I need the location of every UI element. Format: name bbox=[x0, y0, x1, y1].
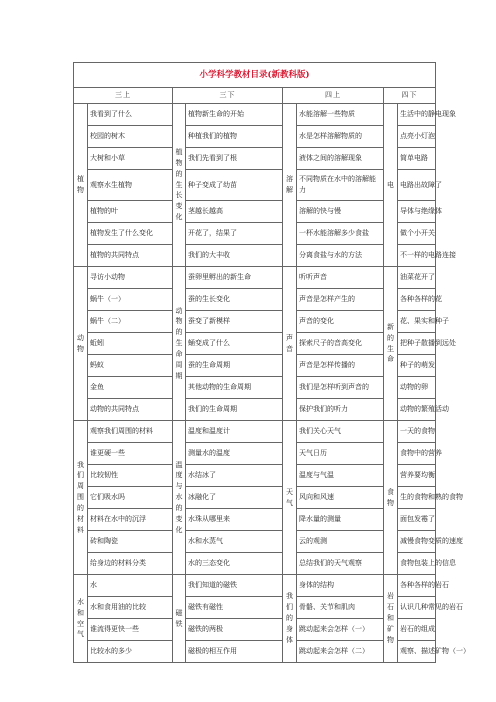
lesson-cell: 一天的食物 bbox=[398, 421, 436, 443]
lesson-row bbox=[74, 223, 436, 245]
lesson-cell: 其他动物的生命周期 bbox=[186, 377, 283, 399]
lesson-cell: 种植我们的植物 bbox=[186, 126, 283, 148]
catalog-table bbox=[73, 62, 470, 663]
lesson-cell: 简单电路 bbox=[398, 148, 436, 170]
lesson-row bbox=[74, 443, 436, 465]
lesson-cell: 蜗牛（二） bbox=[88, 311, 173, 333]
lesson-cell: 冰融化了 bbox=[186, 487, 283, 509]
lesson-cell: 不同物质在水中的溶解能力 bbox=[297, 170, 384, 201]
lesson-cell: 植物发生了什么变化 bbox=[88, 223, 173, 245]
unit-name-cell: 岩石和矿物 bbox=[384, 575, 398, 663]
unit-name-cell: 我们周围的材料 bbox=[74, 421, 88, 575]
lesson-cell: 声音是怎样传播的 bbox=[297, 355, 384, 377]
lesson-row bbox=[74, 311, 436, 333]
lesson-cell: 给身边的材料分类 bbox=[88, 553, 173, 575]
lesson-cell: 生活中的静电现象 bbox=[398, 104, 436, 126]
lesson-row bbox=[74, 553, 436, 575]
lesson-cell: 营养要均衡 bbox=[398, 465, 436, 487]
lesson-cell: 动物的卵 bbox=[398, 377, 436, 399]
lesson-cell: 水珠从哪里来 bbox=[186, 509, 283, 531]
lesson-row bbox=[74, 355, 436, 377]
lesson-cell: 比较水的多少 bbox=[88, 641, 173, 663]
lesson-cell: 水和食用油的比较 bbox=[88, 597, 173, 619]
lesson-cell: 我们的生命周期 bbox=[186, 399, 283, 421]
lesson-cell: 它们吸水吗 bbox=[88, 487, 173, 509]
lesson-cell: 磁铁的两极 bbox=[186, 619, 283, 641]
lesson-cell: 导体与绝缘体 bbox=[398, 201, 436, 223]
lesson-cell: 蚕的生长变化 bbox=[186, 289, 283, 311]
unit-name-cell: 磁铁 bbox=[173, 575, 186, 663]
lesson-row bbox=[74, 575, 436, 597]
lesson-cell: 蛹变成了什么 bbox=[186, 333, 283, 355]
lesson-cell: 谁更硬一些 bbox=[88, 443, 173, 465]
lesson-cell: 天气日历 bbox=[297, 443, 384, 465]
lesson-cell: 保护我们的听力 bbox=[297, 399, 384, 421]
lesson-cell: 花、果实和种子 bbox=[398, 311, 436, 333]
column-header-grade-3-spring: 三下 bbox=[173, 88, 283, 104]
lesson-row bbox=[74, 170, 436, 201]
lesson-cell: 开花了，结果了 bbox=[186, 223, 283, 245]
lesson-cell: 寻访小动物 bbox=[88, 267, 173, 289]
lesson-cell: 声音的变化 bbox=[297, 311, 384, 333]
lesson-cell: 磁铁有磁性 bbox=[186, 597, 283, 619]
lesson-cell: 磁极的相互作用 bbox=[186, 641, 283, 663]
unit-name-cell: 动物 bbox=[74, 267, 88, 421]
lesson-cell: 溶解的快与慢 bbox=[297, 201, 384, 223]
lesson-cell: 降水量的测量 bbox=[297, 509, 384, 531]
lesson-cell: 跳动起来会怎样（一） bbox=[297, 619, 384, 641]
column-header-grade-4-spring: 四下 bbox=[384, 88, 436, 104]
lesson-cell: 测量水的温度 bbox=[186, 443, 283, 465]
lesson-cell: 减慢食物变质的速度 bbox=[398, 531, 436, 553]
lesson-row bbox=[74, 201, 436, 223]
lesson-cell: 身体的结构 bbox=[297, 575, 384, 597]
lesson-cell: 水的三态变化 bbox=[186, 553, 283, 575]
lesson-cell: 植物新生命的开始 bbox=[186, 104, 283, 126]
lesson-cell: 风向和风速 bbox=[297, 487, 384, 509]
lesson-row bbox=[74, 597, 436, 619]
lesson-row bbox=[74, 487, 436, 509]
lesson-cell: 水能溶解一些物质 bbox=[297, 104, 384, 126]
lesson-cell: 油菜花开了 bbox=[398, 267, 436, 289]
lesson-cell: 总结我们的天气观察 bbox=[297, 553, 384, 575]
lesson-row bbox=[74, 148, 436, 170]
lesson-cell: 分离食盐与水的方法 bbox=[297, 245, 384, 267]
lesson-cell: 云的观测 bbox=[297, 531, 384, 553]
lesson-cell: 大树和小草 bbox=[88, 148, 173, 170]
lesson-cell: 种子的萌发 bbox=[398, 355, 436, 377]
lesson-row bbox=[74, 104, 436, 126]
lesson-cell: 蚂蚁 bbox=[88, 355, 173, 377]
lesson-cell: 水和水蒸气 bbox=[186, 531, 283, 553]
lesson-row bbox=[74, 377, 436, 399]
lesson-cell: 一杯水能溶解多少食盐 bbox=[297, 223, 384, 245]
lesson-cell: 蜗牛（一） bbox=[88, 289, 173, 311]
lesson-cell: 食物包装上的信息 bbox=[398, 553, 436, 575]
unit-name-cell: 植物的生长变化 bbox=[173, 104, 186, 267]
lesson-cell: 砖和陶瓷 bbox=[88, 531, 173, 553]
lesson-cell: 认识几种常见的岩石 bbox=[398, 597, 436, 619]
lesson-cell: 把种子散播到远处 bbox=[398, 333, 436, 355]
lesson-cell: 水是怎样溶解物质的 bbox=[297, 126, 384, 148]
lesson-cell: 观察水生植物 bbox=[88, 170, 173, 201]
lesson-cell: 茎越长越高 bbox=[186, 201, 283, 223]
lesson-cell: 液体之间的溶解现象 bbox=[297, 148, 384, 170]
lesson-cell: 校园的树木 bbox=[88, 126, 173, 148]
lesson-cell: 各种各样的岩石 bbox=[398, 575, 436, 597]
lesson-row bbox=[74, 245, 436, 267]
lesson-cell: 各种各样的花 bbox=[398, 289, 436, 311]
lesson-cell: 跳动起来会怎样（二） bbox=[297, 641, 384, 663]
unit-name-cell: 声音 bbox=[283, 267, 297, 421]
lesson-cell: 蚕卵里孵出的新生命 bbox=[186, 267, 283, 289]
lesson-cell: 食物中的营养 bbox=[398, 443, 436, 465]
lesson-row bbox=[74, 619, 436, 641]
lesson-cell: 比较韧性 bbox=[88, 465, 173, 487]
unit-name-cell: 新的生命 bbox=[384, 267, 398, 421]
lesson-cell: 听听声音 bbox=[297, 267, 384, 289]
column-header-grade-4-fall: 四上 bbox=[283, 88, 384, 104]
lesson-row bbox=[74, 126, 436, 148]
unit-name-cell: 溶解 bbox=[283, 104, 297, 267]
unit-name-cell: 温度与水的变化 bbox=[173, 421, 186, 575]
lesson-cell: 动物的共同特点 bbox=[88, 399, 173, 421]
lesson-row bbox=[74, 267, 436, 289]
unit-name-cell: 动物的生命周期 bbox=[173, 267, 186, 421]
lesson-cell: 探索尺子的音高变化 bbox=[297, 333, 384, 355]
lesson-cell: 生的食物和熟的食物 bbox=[398, 487, 436, 509]
lesson-cell: 我们的大丰收 bbox=[186, 245, 283, 267]
lesson-row bbox=[74, 531, 436, 553]
lesson-row bbox=[74, 509, 436, 531]
lesson-cell: 观察、描述矿物（一） bbox=[398, 641, 436, 663]
lesson-cell: 水 bbox=[88, 575, 173, 597]
lesson-cell: 蚕的生命周期 bbox=[186, 355, 283, 377]
lesson-cell: 我们关心天气 bbox=[297, 421, 384, 443]
lesson-row bbox=[74, 641, 436, 663]
lesson-cell: 我们先看到了根 bbox=[186, 148, 283, 170]
lesson-cell: 岩石的组成 bbox=[398, 619, 436, 641]
unit-name-cell: 植物 bbox=[74, 104, 88, 267]
lesson-cell: 温度和温度计 bbox=[186, 421, 283, 443]
catalog-sheet bbox=[73, 62, 470, 663]
unit-name-cell: 水和空气 bbox=[74, 575, 88, 663]
lesson-cell: 我看到了什么 bbox=[88, 104, 173, 126]
lesson-cell: 声音是怎样产生的 bbox=[297, 289, 384, 311]
unit-name-cell: 天气 bbox=[283, 421, 297, 575]
column-header-grade-3-fall: 三上 bbox=[74, 88, 173, 104]
catalog-title: 小学科学教材目录(新教科版) bbox=[74, 63, 436, 88]
lesson-cell: 蚕变了新模样 bbox=[186, 311, 283, 333]
unit-name-cell: 食物 bbox=[384, 421, 398, 575]
lesson-cell: 温度与气温 bbox=[297, 465, 384, 487]
lesson-cell: 面包发霉了 bbox=[398, 509, 436, 531]
lesson-cell: 电路出故障了 bbox=[398, 170, 436, 201]
lesson-cell: 植物的共同特点 bbox=[88, 245, 173, 267]
lesson-cell: 我们知道的磁铁 bbox=[186, 575, 283, 597]
unit-name-cell: 我们的身体 bbox=[283, 575, 297, 663]
lesson-cell: 我们是怎样听到声音的 bbox=[297, 377, 384, 399]
lesson-cell: 谁流得更快一些 bbox=[88, 619, 173, 641]
lesson-cell: 种子变成了幼苗 bbox=[186, 170, 283, 201]
lesson-cell: 观察我们周围的材料 bbox=[88, 421, 173, 443]
lesson-cell: 植物的叶 bbox=[88, 201, 173, 223]
lesson-cell: 水结冰了 bbox=[186, 465, 283, 487]
lesson-row bbox=[74, 399, 436, 421]
lesson-cell: 骨骼、关节和肌肉 bbox=[297, 597, 384, 619]
lesson-row bbox=[74, 333, 436, 355]
unit-name-cell: 电 bbox=[384, 104, 398, 267]
lesson-cell: 做个小开关 bbox=[398, 223, 436, 245]
lesson-row bbox=[74, 421, 436, 443]
lesson-row bbox=[74, 465, 436, 487]
lesson-cell: 蚯蚓 bbox=[88, 333, 173, 355]
lesson-cell: 金鱼 bbox=[88, 377, 173, 399]
lesson-cell: 不一样的电路连接 bbox=[398, 245, 436, 267]
lesson-cell: 点亮小灯泡 bbox=[398, 126, 436, 148]
lesson-cell: 材料在水中的沉浮 bbox=[88, 509, 173, 531]
lesson-cell: 动物的繁殖活动 bbox=[398, 399, 436, 421]
lesson-row bbox=[74, 289, 436, 311]
